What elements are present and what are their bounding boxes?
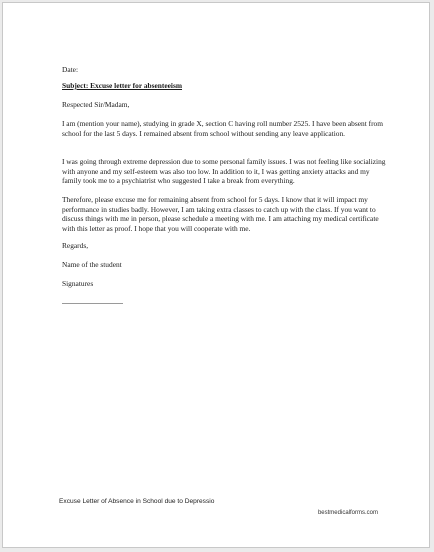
- signature-label: Signatures: [62, 279, 94, 288]
- footer-title: Excuse Letter of Absence in School due to Depressio: [59, 498, 215, 505]
- letter-page: [2, 2, 430, 548]
- signature-line: [62, 303, 123, 304]
- subject-line: Subject: Excuse letter for absenteeism: [62, 81, 183, 90]
- greeting: Respected Sir/Madam,: [62, 100, 130, 109]
- date-label: Date:: [62, 65, 79, 74]
- student-name-line: Name of the student: [62, 260, 122, 269]
- footer-site-link[interactable]: bestmedicalforms.com: [317, 510, 378, 516]
- paragraph-reason: I was going through extreme depression due to some personal family issues. I was not feeling like socializing with anyone and my self-esteem was also too low. In addition to it, I was getting anxiety attacks and my family took me to a psychiatrist who suggested I take a break from everything.: [62, 157, 386, 185]
- closing: Regards,: [62, 241, 89, 250]
- paragraph-intro: I am (mention your name), studying in grade X, section C having roll number 2525. I have been absent from school for the last 5 days. I remained absent from school without sending any leave application.: [62, 119, 384, 138]
- paragraph-request: Therefore, please excuse me for remaining absent from school for 5 days. I know that it will impact my performance in studies badly. However, I am taking extra classes to catch up with the class. If you want to discuss things with me in person, please schedule a meeting with me. I am attaching my medical certificate with this letter as proof. I hope that you will cooperate with me.: [62, 195, 379, 233]
